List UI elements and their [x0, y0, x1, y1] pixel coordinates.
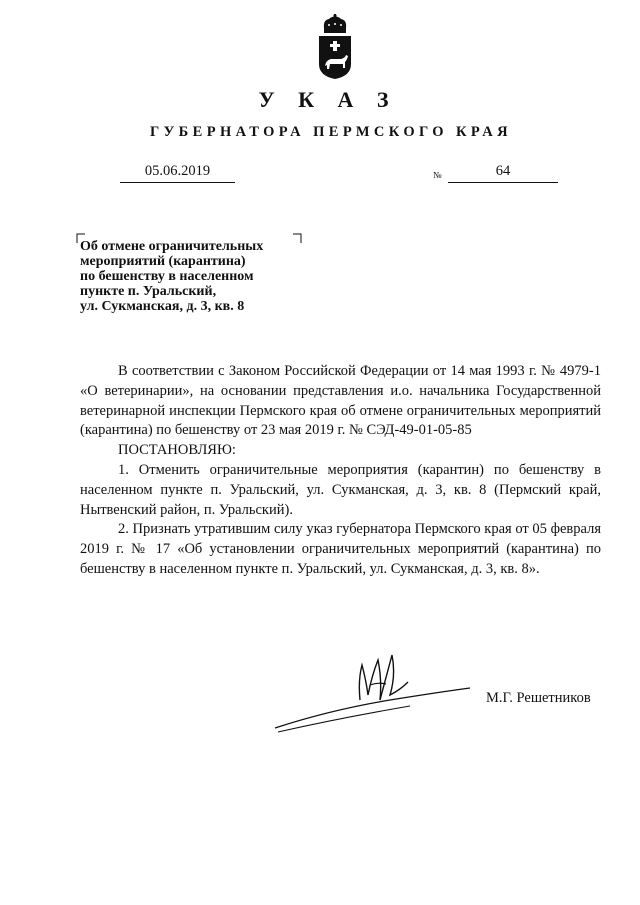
- document-date: 05.06.2019: [120, 163, 235, 183]
- heading-line: Об отмене ограничительных: [80, 239, 264, 254]
- decree-word: ПОСТАНОВЛЯЮ:: [118, 442, 236, 459]
- item-1-paragraph: 1. Отменить ограничительные мероприятия (карантин) по бешенству в населенном пункте п. Уральский, ул. Сукманская, д. 3, кв. 8 (Пермский край, Нытвенский район, п. Уральский).: [80, 461, 601, 518]
- heading-line: ул. Сукманская, д. 3, кв. 8: [80, 299, 245, 314]
- heading-line: мероприятий (карантина): [80, 254, 246, 269]
- document-heading: [80, 239, 300, 314]
- number-sign: №: [433, 170, 442, 180]
- document-body: [80, 362, 601, 580]
- heading-line: по бешенству в населенном: [80, 269, 254, 284]
- coat-of-arms-emblem: [315, 14, 355, 80]
- heading-line: пункте п. Уральский,: [80, 284, 217, 299]
- preamble-paragraph: В соответствии с Законом Российской Федерации от 14 мая 1993 г. № 4979-1 «О ветеринарии», на основании представления и.о. начальника Государственной ветеринарной инспекции Пермского края об отмене ограничительных мероприятий (карантина) по бешенству от 23 мая 2019 г. № СЭД-49-01-05-85: [80, 363, 601, 439]
- item-2-paragraph: 2. Признать утратившим силу указ губернатора Пермского края от 05 февраля 2019 г. № 17 «Об установлении ограничительных мероприятий (карантина) по бешенству в населенном пункте п. Уральский, ул. Сукманская, д. 3, кв. 8».: [80, 521, 601, 577]
- number-value: 64: [495, 163, 511, 179]
- signer-name: М.Г. Решетников: [486, 690, 591, 706]
- document-number: [433, 163, 558, 187]
- document-title: У К А З: [258, 87, 398, 112]
- handwritten-signature: [270, 640, 480, 740]
- document-subtitle: ГУБЕРНАТОРА ПЕРМСКОГО КРАЯ: [149, 124, 513, 140]
- number-underline: [448, 182, 558, 183]
